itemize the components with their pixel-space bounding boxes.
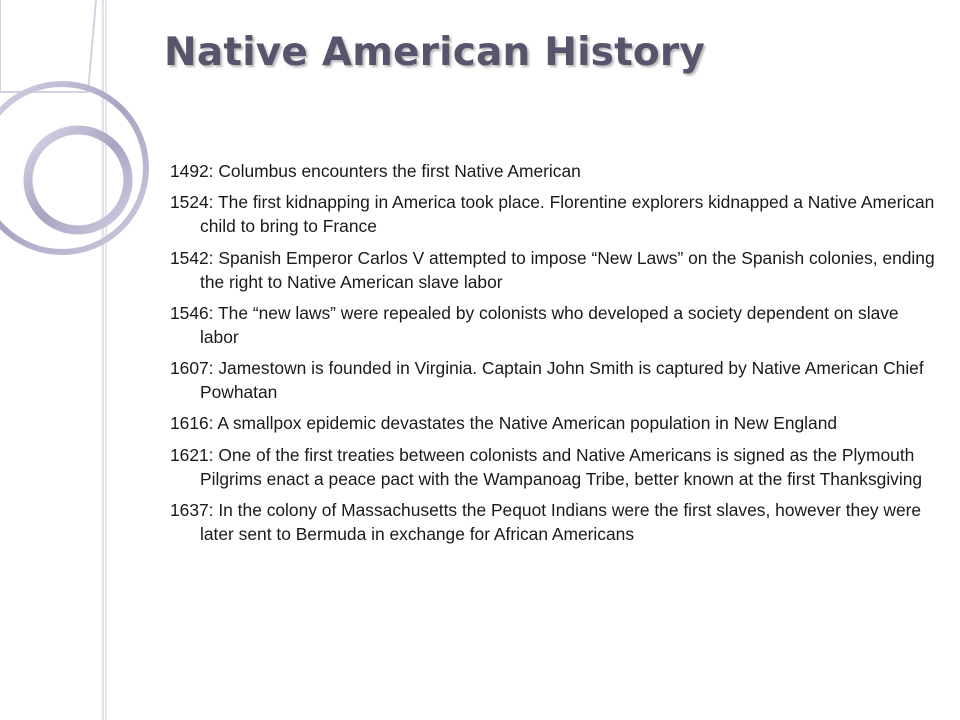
decor-vertical-bar-outer	[101, 0, 104, 720]
timeline-item: 1492: Columbus encounters the first Native American	[170, 161, 581, 181]
timeline-item: 1621: One of the first treaties between colonists and Native Americans is signed as the Plymouth Pilgrims enact a peace pact with the Wampanoag Tribe, better known at the first Thanksgiving	[170, 444, 923, 489]
decor-ring-large	[0, 84, 146, 252]
timeline-item: 1607: Jamestown is founded in Virginia. Captain John Smith is captured by Native American Chief Powhatan	[170, 358, 924, 403]
slide-title: Native American History	[164, 30, 705, 75]
timeline-list	[170, 159, 942, 553]
timeline-item: 1542: Spanish Emperor Carlos V attempted to impose “New Laws” on the Spanish colonies, ending the right to Native American slave labor	[170, 247, 935, 292]
timeline-item: 1524: The first kidnapping in America took place. Florentine explorers kidnapped a Native American child to bring to France	[170, 192, 935, 237]
decor-square-frame	[0, 0, 96, 92]
timeline-item: 1616: A smallpox epidemic devastates the Native American population in New England	[170, 413, 838, 434]
timeline-item: 1637: In the colony of Massachusetts the Pequot Indians were the first slaves, however they were later sent to Bermuda in exchange for African Americans	[170, 500, 922, 545]
decor-vertical-bar-inner	[105, 0, 107, 720]
timeline-item: 1546: The “new laws” were repealed by colonists who developed a society dependent on slave labor	[170, 302, 899, 347]
decor-ring-small	[28, 130, 128, 230]
